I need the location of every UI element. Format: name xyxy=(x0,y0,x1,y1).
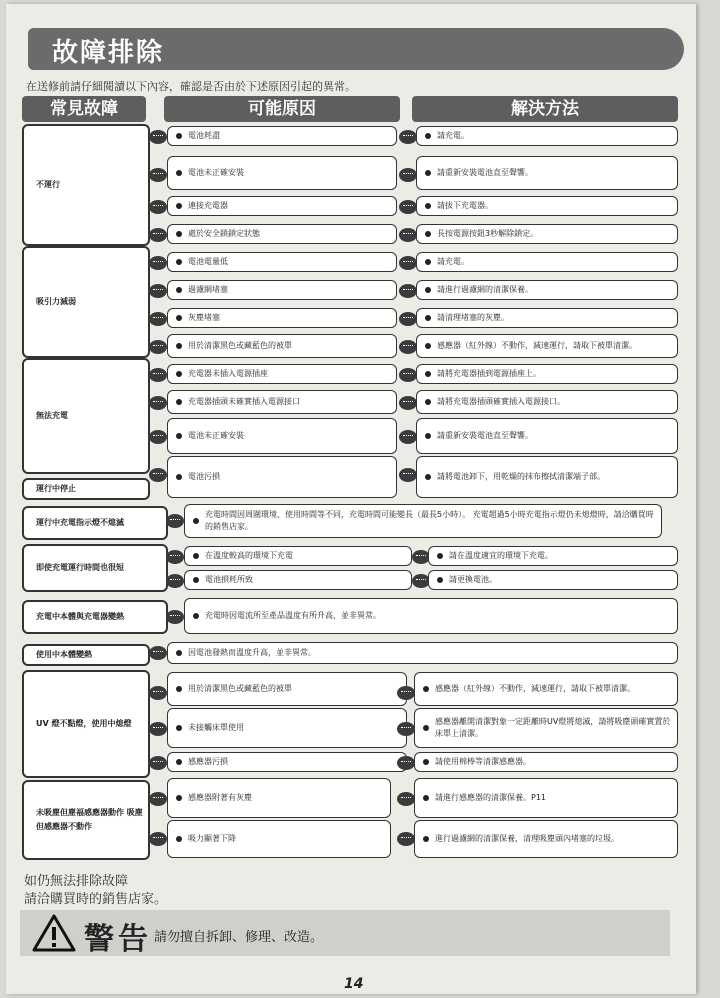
arrow-icon xyxy=(149,340,167,354)
symptom-group: 使用中本體變熱 xyxy=(22,644,150,666)
arrow-icon xyxy=(149,256,167,270)
arrow-icon xyxy=(399,256,417,270)
solution-box: 長按電源按鈕3秒解除鎖定。 xyxy=(416,224,678,244)
cause-box: 充電器插頭未確實插入電源接口 xyxy=(167,390,397,414)
arrow-icon xyxy=(149,832,167,846)
cause-box: 充電器未插入電源插座 xyxy=(167,364,397,384)
cause-box: 電池損耗所致 xyxy=(184,570,412,590)
symptom-group: 運行中充電指示燈不熄滅 xyxy=(22,506,168,540)
solution-box: 請充電。 xyxy=(416,126,678,146)
title-bar xyxy=(28,28,684,70)
arrow-icon xyxy=(397,832,415,846)
solution-box: 請充電。 xyxy=(416,252,678,272)
arrow-icon xyxy=(149,168,167,182)
cause-box: 電池電量低 xyxy=(167,252,397,272)
solution-box: 請將充電器插到電源插座上。 xyxy=(416,364,678,384)
solution-box: 請重新安裝電池直至聲響。 xyxy=(416,156,678,190)
solution-box: 請將充電器插頭確實插入電源接口。 xyxy=(416,390,678,414)
arrow-icon xyxy=(166,550,184,564)
solution-box: 請進行過濾網的清潔保養。 xyxy=(416,280,678,300)
warning-banner xyxy=(20,910,670,956)
arrow-icon xyxy=(399,430,417,444)
cause-box: 電池未正確安裝 xyxy=(167,418,397,454)
cause-box: 感應器附著有灰塵 xyxy=(167,778,391,818)
page-number: 14 xyxy=(344,976,364,992)
page-title: 故障排除 xyxy=(52,38,165,68)
arrow-icon xyxy=(166,574,184,588)
cause-box: 未接觸床單使用 xyxy=(167,708,407,748)
cause-box: 充電時間因周圍環境、使用時間等不同，充電時間可能變長（最長5小時）。 充電超過5小時充電指示燈仍未熄燈時，請洽購買時的銷售店家。 xyxy=(184,504,662,538)
cause-box: 感應器污損 xyxy=(167,752,407,772)
cause-box: 因電池發熱而溫度升高，並非異常。 xyxy=(167,642,678,664)
arrow-icon xyxy=(399,468,417,482)
arrow-icon xyxy=(149,312,167,326)
header-symptom: 常見故障 xyxy=(22,96,146,122)
solution-box: 請拔下充電器。 xyxy=(416,196,678,216)
intro-text: 在送修前請仔細閱讀以下內容，確認是否由於下述原因引起的異常。 xyxy=(26,80,356,93)
arrow-icon xyxy=(149,130,167,144)
arrow-icon xyxy=(149,792,167,806)
arrow-icon xyxy=(149,228,167,242)
symptom-group: 即使充電運行時間也很短 xyxy=(22,544,168,592)
arrow-icon xyxy=(149,646,167,660)
solution-box: 請更換電池。 xyxy=(428,570,678,590)
symptom-group: 無法充電 xyxy=(22,358,150,474)
arrow-icon xyxy=(399,130,417,144)
solution-box: 請將電池卸下，用乾燥的抹布擦拭清潔端子部。 xyxy=(416,456,678,498)
arrow-icon xyxy=(399,396,417,410)
arrow-icon xyxy=(149,396,167,410)
arrow-icon xyxy=(149,284,167,298)
arrow-icon xyxy=(149,200,167,214)
header-solution: 解決方法 xyxy=(412,96,678,122)
footer-line-1: 如仍無法排除故障 xyxy=(24,874,129,889)
symptom-group: 充電中本體與充電器變熱 xyxy=(22,600,168,634)
cause-box: 連接充電器 xyxy=(167,196,397,216)
arrow-icon xyxy=(166,610,184,624)
solution-box: 請清理堵塞的灰塵。 xyxy=(416,308,678,328)
arrow-icon xyxy=(397,792,415,806)
cause-box: 充電時因電流所至產品溫度有所升高，並非異常。 xyxy=(184,598,678,634)
symptom-group: 未吸塵但塵福感應器動作 吸塵但感應器不動作 xyxy=(22,780,150,860)
symptom-group: 運行中停止 xyxy=(22,478,150,500)
arrow-icon xyxy=(399,168,417,182)
cause-box: 處於安全鎖鎖定狀態 xyxy=(167,224,397,244)
solution-box: 感應器（紅外線）不動作，減速運行，請取下被單清潔。 xyxy=(414,672,678,706)
warning-title: 警告 xyxy=(84,922,152,957)
arrow-icon xyxy=(399,368,417,382)
symptom-group: 吸引力減弱 xyxy=(22,246,150,358)
arrow-icon xyxy=(149,722,167,736)
arrow-icon xyxy=(397,756,415,770)
solution-box: 進行過濾網的清潔保養，清理吸塵頭內堵塞的垃圾。 xyxy=(414,820,678,858)
cause-box: 過濾網堵塞 xyxy=(167,280,397,300)
cause-box: 吸力顯著下降 xyxy=(167,820,391,858)
arrow-icon xyxy=(149,368,167,382)
cause-box: 電池污損 xyxy=(167,456,397,498)
cause-box: 電池耗盡 xyxy=(167,126,397,146)
arrow-icon xyxy=(149,686,167,700)
arrow-icon xyxy=(149,430,167,444)
arrow-icon xyxy=(399,284,417,298)
arrow-icon xyxy=(149,756,167,770)
arrow-icon xyxy=(166,514,184,528)
symptom-group: UV 燈不點燈，使用中熄燈 xyxy=(22,670,150,778)
solution-box: 請進行感應器的清潔保養。P11 xyxy=(414,778,678,818)
arrow-icon xyxy=(397,722,415,736)
cause-box: 用於清潔黑色或藏藍色的被單 xyxy=(167,672,407,706)
arrow-icon xyxy=(399,340,417,354)
cause-box: 用於清潔黑色或藏藍色的被單 xyxy=(167,334,397,358)
arrow-icon xyxy=(149,468,167,482)
solution-box: 請使用棉棒等清潔感應器。 xyxy=(414,752,678,772)
arrow-icon xyxy=(399,200,417,214)
solution-box: 感應器離開清潔對象一定距離時UV燈將熄滅，請將吸塵頭確實置於床單上清潔。 xyxy=(414,708,678,748)
header-cause: 可能原因 xyxy=(164,96,400,122)
cause-box: 在溫度較高的環境下充電 xyxy=(184,546,412,566)
warning-triangle-icon xyxy=(32,914,76,952)
arrow-icon xyxy=(399,312,417,326)
manual-page xyxy=(6,4,696,994)
arrow-icon xyxy=(399,228,417,242)
solution-box: 感應器（紅外線）不動作，減速運行，請取下被單清潔。 xyxy=(416,334,678,358)
solution-box: 請重新安裝電池直至聲響。 xyxy=(416,418,678,454)
warning-text: 請勿擅自拆卸、修理、改造。 xyxy=(154,930,324,945)
cause-box: 電池未正確安裝 xyxy=(167,156,397,190)
arrow-icon xyxy=(397,686,415,700)
symptom-group: 不運行 xyxy=(22,124,150,246)
solution-box: 請在溫度適宜的環境下充電。 xyxy=(428,546,678,566)
footer-line-2: 請洽購買時的銷售店家。 xyxy=(24,892,168,907)
cause-box: 灰塵堵塞 xyxy=(167,308,397,328)
